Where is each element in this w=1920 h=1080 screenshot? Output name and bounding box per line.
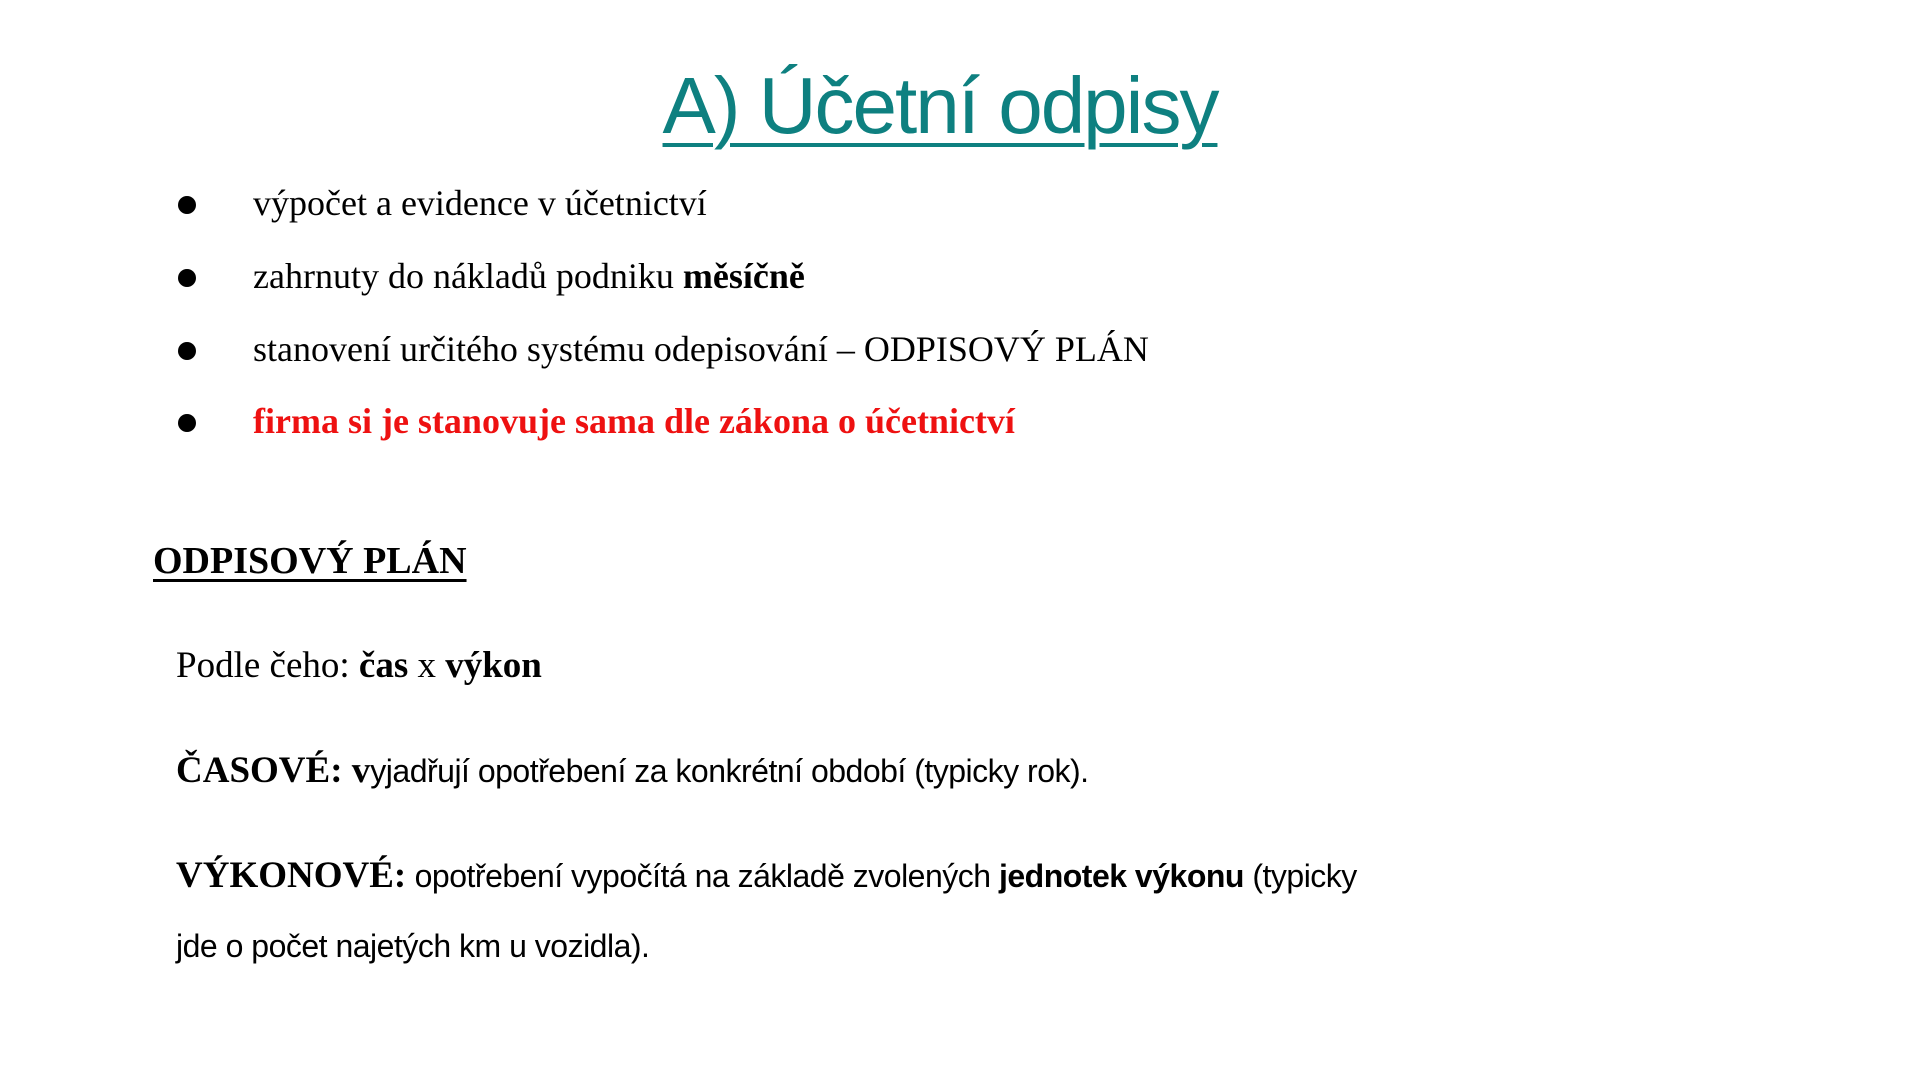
section-heading: ODPISOVÝ PLÁN <box>153 540 467 582</box>
time-based-label: ČASOVÉ: <box>176 750 343 791</box>
bullet-dot-icon <box>178 196 196 214</box>
basis-performance: výkon <box>445 645 542 686</box>
bullet-text-3: firma si je stanovuje sama dle zákona o účetnictví <box>253 401 1015 441</box>
basis-time: čas <box>358 645 409 686</box>
slide-title <box>0 58 1880 154</box>
time-based-bold-start: v <box>342 750 371 791</box>
performance-based-text-after: (typicky <box>1243 858 1357 894</box>
bullet-text <box>253 324 1149 374</box>
performance-based-text-before: opotřebení vypočítá na základě zvolených <box>406 858 999 894</box>
bullet-dot-icon <box>178 342 196 360</box>
bullet-dot-icon <box>178 414 196 432</box>
performance-based-line2 <box>176 922 649 970</box>
bullet-text-highlight <box>253 396 1015 446</box>
basis-separator: x <box>408 645 446 686</box>
performance-based-label: VÝKONOVÉ: <box>176 855 407 896</box>
performance-based-bold: jednotek výkonu <box>998 858 1244 894</box>
performance-based-line2-text: jde o počet najetých km u vozidla). <box>176 928 650 964</box>
bullet-text-1: zahrnuty do nákladů podniku <box>253 256 683 296</box>
bullet-text <box>253 251 805 301</box>
basis-line <box>176 642 542 690</box>
basis-prefix: Podle čeho: <box>176 645 359 686</box>
bullet-bold-monthly: měsíčně <box>682 256 805 296</box>
slide-title-text: A) Účetní odpisy <box>662 61 1218 150</box>
bullet-text-2: stanovení určitého systému odepisování – ODPISOVÝ PLÁN <box>253 329 1149 369</box>
time-based-line <box>176 747 1089 795</box>
performance-based-line <box>176 852 1357 900</box>
bullet-text <box>253 178 707 228</box>
bullet-text-0: výpočet a evidence v účetnictví <box>253 183 707 223</box>
time-based-text: yjadřují opotřebení za konkrétní období (typicky rok). <box>370 753 1089 789</box>
bullet-dot-icon <box>178 269 196 287</box>
